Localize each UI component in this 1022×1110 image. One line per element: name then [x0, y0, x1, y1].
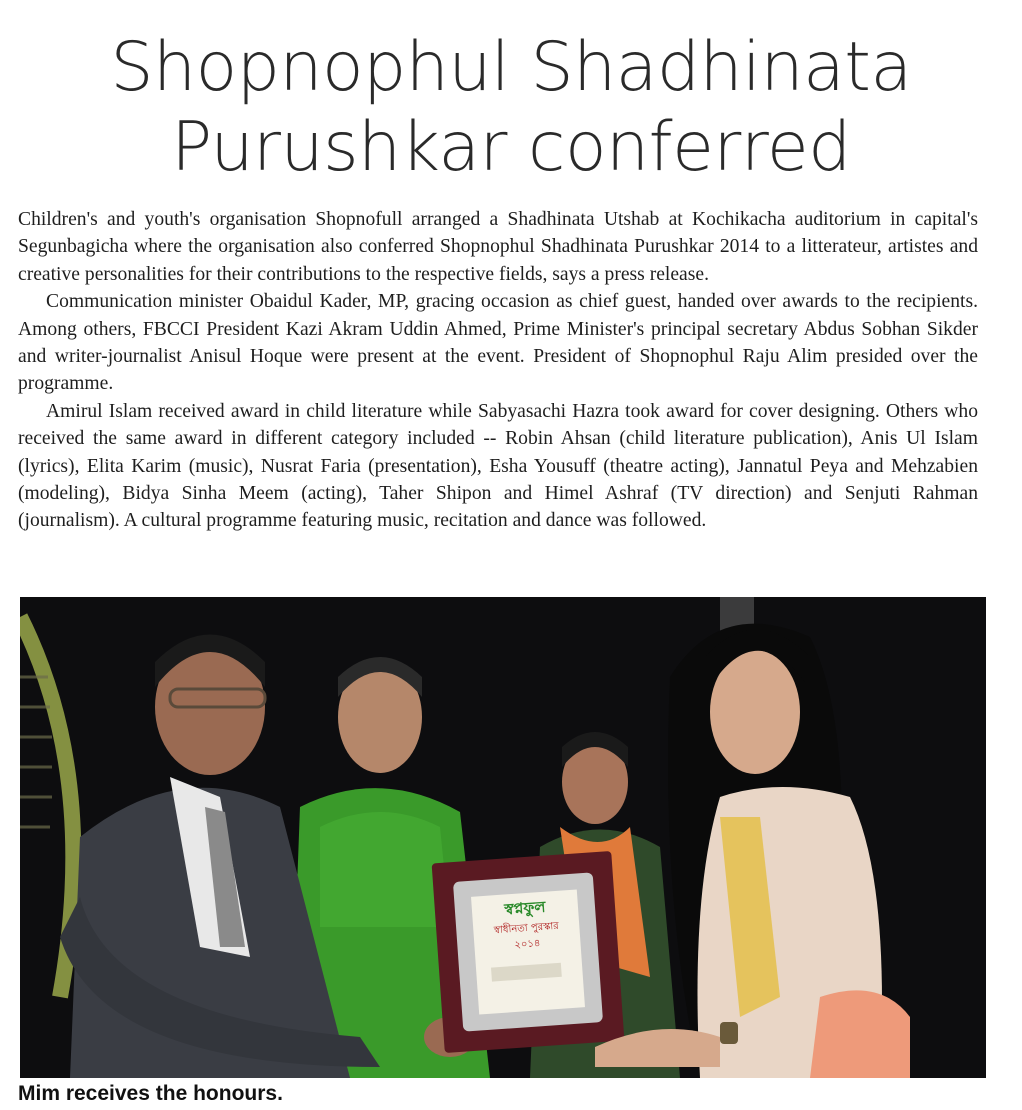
- plaque-subtitle: স্বাধীনতা পুরস্কার: [493, 920, 560, 937]
- paragraph-1: Children's and youth's organisation Shopnofull arranged a Shadhinata Utshab at Kochikacha auditorium in capital's Segunbagicha where the organisation also conferred Shopnophul Shadhinata Purushkar 2014 to a litterateur, artistes and creative personalities for their contributions to the respective fields, says a press release.: [18, 209, 978, 285]
- plaque-title: স্বপ্নফুল: [503, 897, 547, 919]
- photo-illustration: [20, 597, 986, 1078]
- paragraph-2: Communication minister Obaidul Kader, MP, gracing occasion as chief guest, handed over awards to the recipients. Among others, FBCCI President Kazi Akram Uddin Ahmed, Prime Minister's principal secretary Abdus Sobhan Sikder and writer-journalist Anisul Hoque were present at the event. President of Shopnophul Raju Alim presided over the programme.: [18, 291, 978, 395]
- headline: [0, 28, 1022, 188]
- headline-line-2: Purushkar conferred: [171, 108, 851, 187]
- article-body: [18, 206, 978, 535]
- award-plaque: [432, 851, 625, 1053]
- paragraph-3: Amirul Islam received award in child literature while Sabyasachi Hazra took award for cover designing. Others who received the same award in different category included -- Robin Ahsan (child literature publication), Anis Ul Islam (lyrics), Elita Karim (music), Nusrat Faria (presentation), Esha Yousuff (theatre acting), Jannatul Peya and Mehzabien (modeling), Bidya Sinha Meem (acting), Taher Shipon and Himel Ashraf (TV direction) and Senjuti Rahman (journalism). A cultural programme featuring music, recitation and dance was followed.: [18, 400, 978, 532]
- photo-caption: Mim receives the honours.: [18, 1082, 283, 1105]
- headline-line-1: Shopnophul Shadhinata: [110, 28, 912, 107]
- plaque-year: ২০১৪: [514, 938, 541, 951]
- news-photo: [20, 597, 986, 1078]
